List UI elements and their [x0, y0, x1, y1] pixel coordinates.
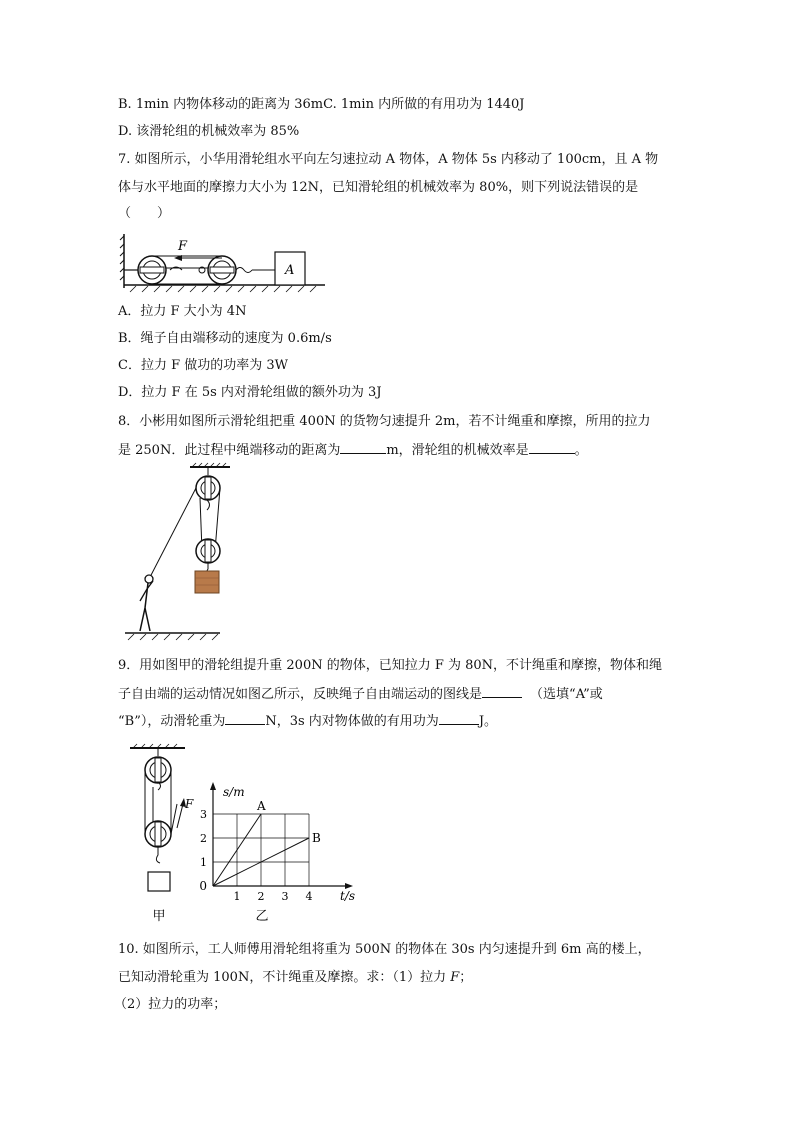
q8-answer-blank-efficiency[interactable]	[529, 439, 575, 454]
q9-stem-line3	[118, 710, 497, 732]
q10-text-part2: ；	[459, 970, 473, 985]
q9-answer-blank-line[interactable]	[482, 683, 522, 698]
q7-stem-line2: 体与水平地面的摩擦力大小为 12N，已知滑轮组的机械效率为 80%，则下列说法错误的是	[118, 180, 639, 195]
series-label-B: B	[312, 831, 321, 845]
chart-y-label: s/m	[223, 785, 245, 799]
q8-answer-blank-distance[interactable]	[340, 439, 386, 454]
q8-text-part1: 是 250N．此过程中绳端移动的距离为	[118, 443, 341, 458]
q7-stem-line1: 7. 如图所示，小华用滑轮组水平向左匀速拉动 A 物体，A 物体 5s 内移动了 100cm，且 A 物	[118, 152, 659, 167]
chart-y-axis-arrow	[210, 782, 216, 790]
option-d-line: D. 该滑轮组的机械效率为 85%	[118, 124, 300, 139]
q9-text-part2: （选填“A”或	[530, 687, 603, 702]
q7-option-c: C．拉力 F 做功的功率为 3W	[118, 358, 288, 373]
series-label-A: A	[257, 799, 266, 813]
q9-answer-blank-weight[interactable]	[225, 710, 265, 725]
option-b-c-line: B. 1min 内物体移动的距离为 36mC. 1min 内所做的有用功为 1440J	[118, 97, 525, 112]
q7-force-label: F	[178, 239, 188, 254]
q9-caption-left: 甲	[152, 909, 166, 924]
x-tick-label: 2	[257, 890, 265, 903]
q9-answer-blank-work[interactable]	[439, 710, 479, 725]
q7-option-b: B．绳子自由端移动的速度为 0.6m/s	[118, 331, 332, 346]
q9-st-chart	[195, 782, 365, 927]
q8-stem-line1: 8．小彬用如图所示滑轮组把重 400N 的货物匀速提升 2m，若不计绳重和摩擦，所用的拉力	[118, 414, 651, 429]
q9-text-part4: N，3s 内对物体做的有用功为	[265, 714, 439, 729]
q9-stem-line1: 9．用如图甲的滑轮组提升重 200N 的物体，已知拉力 F 为 80N，不计绳重和摩擦，物体和绳	[118, 658, 663, 673]
x-tick-label: 3	[281, 890, 289, 903]
q7-option-a: A．拉力 F 大小为 4N	[118, 304, 247, 319]
q7-block-label: A	[285, 263, 295, 278]
q10-sub-question-2: （2）拉力的功率；	[114, 997, 227, 1012]
y-tick-label: 2	[200, 832, 207, 845]
chart-ticks	[200, 808, 313, 903]
q9-force-label: F	[185, 797, 194, 811]
q10-stem-line1: 10. 如图所示，工人师傅用滑轮组将重为 500N 的物体在 30s 内匀速提升到 6m 高的楼上，	[118, 942, 651, 957]
x-tick-label: 4	[305, 890, 313, 903]
q9-pulley-figure	[125, 742, 205, 927]
q8-stem-line2	[118, 439, 588, 461]
q10-stem-line2	[118, 968, 472, 988]
q10-force-symbol: F	[450, 970, 460, 985]
chart-x-label: t/s	[340, 889, 356, 903]
q8-text-part2: m，滑轮组的机械效率是	[386, 443, 529, 458]
q9-text-part5: J。	[478, 714, 498, 729]
q9-caption-right: 乙	[255, 909, 269, 924]
q8-pulley-figure	[120, 463, 230, 643]
q9-stem-line2	[118, 683, 603, 705]
chart-grid	[213, 814, 309, 886]
q9-text-part1: 子自由端的运动情况如图乙所示，反映绳子自由端运动的图线是	[118, 687, 483, 702]
q10-text-part1: 已知动滑轮重为 100N，不计绳重及摩擦。求：（1）拉力	[118, 970, 451, 985]
chart-origin-label: 0	[199, 879, 207, 893]
q7-pulley-figure	[120, 230, 330, 295]
q7-option-d: D．拉力 F 在 5s 内对滑轮组做的额外功为 3J	[118, 385, 382, 400]
chart-series	[213, 799, 321, 886]
q8-text-part3: 。	[574, 443, 588, 458]
y-tick-label: 3	[200, 808, 207, 821]
y-tick-label: 1	[200, 856, 207, 869]
x-tick-label: 1	[233, 890, 241, 903]
q9-text-part3: “B”），动滑轮重为	[118, 714, 226, 729]
q7-answer-bracket: （ ）	[118, 206, 171, 221]
